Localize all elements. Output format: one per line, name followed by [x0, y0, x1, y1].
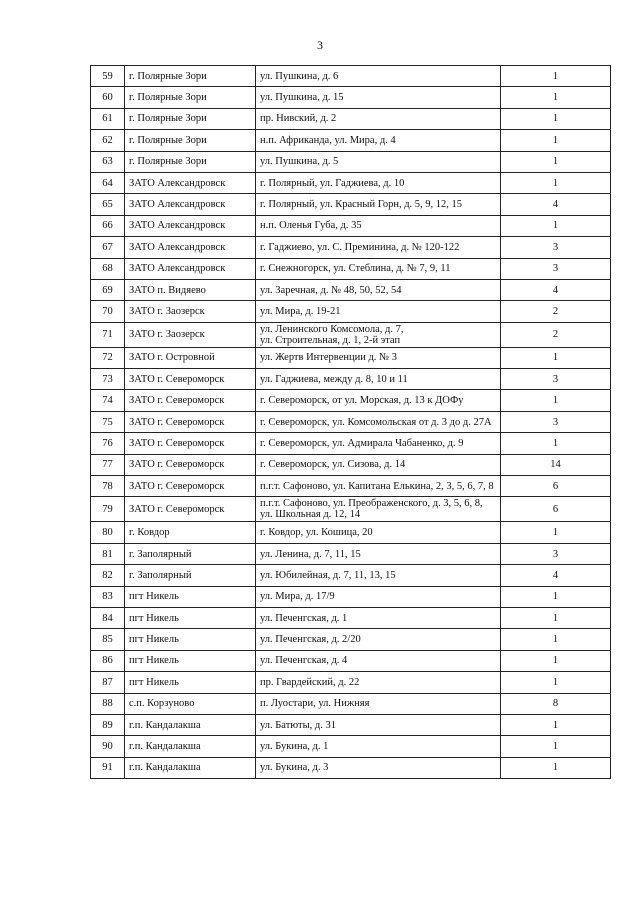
row-number-cell: 83	[91, 586, 125, 607]
row-number-cell: 76	[91, 433, 125, 454]
row-number-cell: 61	[91, 108, 125, 129]
row-number-cell: 90	[91, 736, 125, 757]
table-row	[91, 714, 611, 735]
address-cell: ул. Пушкина, д. 5	[256, 151, 501, 172]
table-row	[91, 215, 611, 236]
address-cell: ул. Букина, д. 1	[256, 736, 501, 757]
table-row	[91, 87, 611, 108]
count-cell: 1	[501, 672, 611, 693]
count-cell: 6	[501, 497, 611, 522]
municipality-cell: ЗАТО Александровск	[125, 194, 256, 215]
row-number-cell: 85	[91, 629, 125, 650]
address-cell: г. Североморск, от ул. Морская, д. 13 к ДОФу	[256, 390, 501, 411]
count-cell: 4	[501, 194, 611, 215]
count-cell: 1	[501, 215, 611, 236]
address-cell: г. Североморск, ул. Адмирала Чабаненко, д. 9	[256, 433, 501, 454]
table-row	[91, 672, 611, 693]
table-row	[91, 194, 611, 215]
municipality-cell: ЗАТО Александровск	[125, 258, 256, 279]
municipality-cell: г. Заполярный	[125, 565, 256, 586]
address-cell: г. Североморск, ул. Сизова, д. 14	[256, 454, 501, 475]
address-cell: п.г.т. Сафоново, ул. Преображенского, д. 3, 5, 6, 8, ул. Школьная д. 12, 14	[256, 497, 501, 522]
municipality-cell: ЗАТО г. Североморск	[125, 411, 256, 432]
count-cell: 3	[501, 369, 611, 390]
municipality-cell: ЗАТО г. Заозерск	[125, 322, 256, 347]
count-cell: 2	[501, 301, 611, 322]
table-row	[91, 757, 611, 778]
count-cell: 3	[501, 543, 611, 564]
row-number-cell: 75	[91, 411, 125, 432]
municipality-cell: г.п. Кандалакша	[125, 757, 256, 778]
table-row	[91, 347, 611, 368]
row-number-cell: 77	[91, 454, 125, 475]
address-cell: н.п. Африканда, ул. Мира, д. 4	[256, 130, 501, 151]
count-cell: 1	[501, 108, 611, 129]
table-row	[91, 322, 611, 347]
count-cell: 1	[501, 87, 611, 108]
municipality-cell: г. Полярные Зори	[125, 151, 256, 172]
row-number-cell: 79	[91, 497, 125, 522]
table-row	[91, 237, 611, 258]
municipality-cell: ЗАТО г. Заозерск	[125, 301, 256, 322]
municipality-cell: ЗАТО Александровск	[125, 172, 256, 193]
municipality-cell: ЗАТО г. Североморск	[125, 454, 256, 475]
address-cell: г. Гаджиево, ул. С. Преминина, д. № 120-122	[256, 237, 501, 258]
row-number-cell: 73	[91, 369, 125, 390]
count-cell: 1	[501, 629, 611, 650]
count-cell: 1	[501, 66, 611, 87]
municipality-cell: г. Полярные Зори	[125, 87, 256, 108]
table-row	[91, 433, 611, 454]
row-number-cell: 67	[91, 237, 125, 258]
municipality-cell: ЗАТО г. Островной	[125, 347, 256, 368]
municipality-cell: ЗАТО Александровск	[125, 237, 256, 258]
address-cell: г. Ковдор, ул. Кошица, 20	[256, 522, 501, 543]
address-cell: ул. Пушкина, д. 6	[256, 66, 501, 87]
municipality-cell: г.п. Кандалакша	[125, 714, 256, 735]
count-cell: 14	[501, 454, 611, 475]
table-row	[91, 258, 611, 279]
row-number-cell: 84	[91, 607, 125, 628]
table-row	[91, 476, 611, 497]
row-number-cell: 65	[91, 194, 125, 215]
municipality-cell: ЗАТО г. Североморск	[125, 497, 256, 522]
address-cell: пр. Нивский, д. 2	[256, 108, 501, 129]
count-cell: 4	[501, 565, 611, 586]
address-cell: п.г.т. Сафоново, ул. Капитана Елькина, 2, 3, 5, 6, 7, 8	[256, 476, 501, 497]
row-number-cell: 59	[91, 66, 125, 87]
count-cell: 1	[501, 757, 611, 778]
row-number-cell: 70	[91, 301, 125, 322]
row-number-cell: 69	[91, 279, 125, 300]
row-number-cell: 60	[91, 87, 125, 108]
count-cell: 1	[501, 714, 611, 735]
table-row	[91, 279, 611, 300]
table-body	[91, 66, 611, 779]
table-row	[91, 454, 611, 475]
count-cell: 4	[501, 279, 611, 300]
address-cell: г. Снежногорск, ул. Стеблина, д. № 7, 9, 11	[256, 258, 501, 279]
address-cell: ул. Печенгская, д. 1	[256, 607, 501, 628]
count-cell: 1	[501, 390, 611, 411]
table-row	[91, 301, 611, 322]
address-cell: ул. Мира, д. 17/9	[256, 586, 501, 607]
municipality-cell: пгт Никель	[125, 650, 256, 671]
table-row	[91, 369, 611, 390]
row-number-cell: 71	[91, 322, 125, 347]
address-cell: ул. Заречная, д. № 48, 50, 52, 54	[256, 279, 501, 300]
table-row	[91, 565, 611, 586]
address-cell: ул. Гаджиева, между д. 8, 10 и 11	[256, 369, 501, 390]
row-number-cell: 86	[91, 650, 125, 671]
table-row	[91, 650, 611, 671]
row-number-cell: 68	[91, 258, 125, 279]
row-number-cell: 78	[91, 476, 125, 497]
count-cell: 1	[501, 650, 611, 671]
count-cell: 3	[501, 237, 611, 258]
count-cell: 1	[501, 736, 611, 757]
address-cell: ул. Ленина, д. 7, 11, 15	[256, 543, 501, 564]
count-cell: 1	[501, 607, 611, 628]
table-row	[91, 629, 611, 650]
table-row	[91, 586, 611, 607]
table-row	[91, 130, 611, 151]
address-cell: г. Североморск, ул. Комсомольская от д. 3 до д. 27А	[256, 411, 501, 432]
municipality-cell: г. Полярные Зори	[125, 130, 256, 151]
municipality-cell: пгт Никель	[125, 629, 256, 650]
count-cell: 6	[501, 476, 611, 497]
table-row	[91, 390, 611, 411]
municipality-cell: ЗАТО г. Североморск	[125, 433, 256, 454]
address-cell: ул. Ленинского Комсомола, д. 7, ул. Строительная, д. 1, 2-й этап	[256, 322, 501, 347]
municipality-cell: г. Полярные Зори	[125, 66, 256, 87]
address-cell: ул. Мира, д. 19-21	[256, 301, 501, 322]
municipality-cell: г. Заполярный	[125, 543, 256, 564]
row-number-cell: 81	[91, 543, 125, 564]
table-row	[91, 497, 611, 522]
count-cell: 2	[501, 322, 611, 347]
row-number-cell: 64	[91, 172, 125, 193]
table-row	[91, 411, 611, 432]
row-number-cell: 80	[91, 522, 125, 543]
municipality-cell: г. Полярные Зори	[125, 108, 256, 129]
municipality-cell: пгт Никель	[125, 607, 256, 628]
municipality-cell: г. Ковдор	[125, 522, 256, 543]
count-cell: 1	[501, 130, 611, 151]
address-cell: ул. Печенгская, д. 4	[256, 650, 501, 671]
municipality-cell: ЗАТО г. Североморск	[125, 476, 256, 497]
municipality-cell: ЗАТО Александровск	[125, 215, 256, 236]
count-cell: 1	[501, 586, 611, 607]
table-row	[91, 607, 611, 628]
address-cell: н.п. Оленья Губа, д. 35	[256, 215, 501, 236]
row-number-cell: 62	[91, 130, 125, 151]
address-cell: ул. Букина, д. 3	[256, 757, 501, 778]
table-row	[91, 693, 611, 714]
row-number-cell: 91	[91, 757, 125, 778]
address-cell: ул. Жертв Интервенции д. № 3	[256, 347, 501, 368]
row-number-cell: 82	[91, 565, 125, 586]
address-cell: ул. Батюты, д. 31	[256, 714, 501, 735]
table-row	[91, 736, 611, 757]
count-cell: 8	[501, 693, 611, 714]
table-row	[91, 66, 611, 87]
address-cell: г. Полярный, ул. Гаджиева, д. 10	[256, 172, 501, 193]
page-number: 3	[317, 38, 323, 52]
row-number-cell: 72	[91, 347, 125, 368]
count-cell: 1	[501, 347, 611, 368]
address-cell: ул. Пушкина, д. 15	[256, 87, 501, 108]
row-number-cell: 66	[91, 215, 125, 236]
count-cell: 1	[501, 151, 611, 172]
municipality-cell: ЗАТО г. Североморск	[125, 369, 256, 390]
address-cell: п. Луостари, ул. Нижняя	[256, 693, 501, 714]
table-row	[91, 151, 611, 172]
row-number-cell: 63	[91, 151, 125, 172]
table-row	[91, 172, 611, 193]
row-number-cell: 74	[91, 390, 125, 411]
municipality-cell: г.п. Кандалакша	[125, 736, 256, 757]
count-cell: 3	[501, 258, 611, 279]
municipality-cell: ЗАТО г. Североморск	[125, 390, 256, 411]
municipality-cell: ЗАТО п. Видяево	[125, 279, 256, 300]
table-row	[91, 108, 611, 129]
address-cell: ул. Юбилейная, д. 7, 11, 13, 15	[256, 565, 501, 586]
row-number-cell: 88	[91, 693, 125, 714]
row-number-cell: 87	[91, 672, 125, 693]
address-cell: ул. Печенгская, д. 2/20	[256, 629, 501, 650]
municipality-cell: с.п. Корзуново	[125, 693, 256, 714]
count-cell: 1	[501, 172, 611, 193]
address-cell: пр. Гвардейский, д. 22	[256, 672, 501, 693]
count-cell: 3	[501, 411, 611, 432]
address-table	[90, 65, 611, 779]
count-cell: 1	[501, 522, 611, 543]
table-row	[91, 522, 611, 543]
table-row	[91, 543, 611, 564]
address-cell: г. Полярный, ул. Красный Горн, д. 5, 9, 12, 15	[256, 194, 501, 215]
municipality-cell: пгт Никель	[125, 586, 256, 607]
row-number-cell: 89	[91, 714, 125, 735]
count-cell: 1	[501, 433, 611, 454]
municipality-cell: пгт Никель	[125, 672, 256, 693]
